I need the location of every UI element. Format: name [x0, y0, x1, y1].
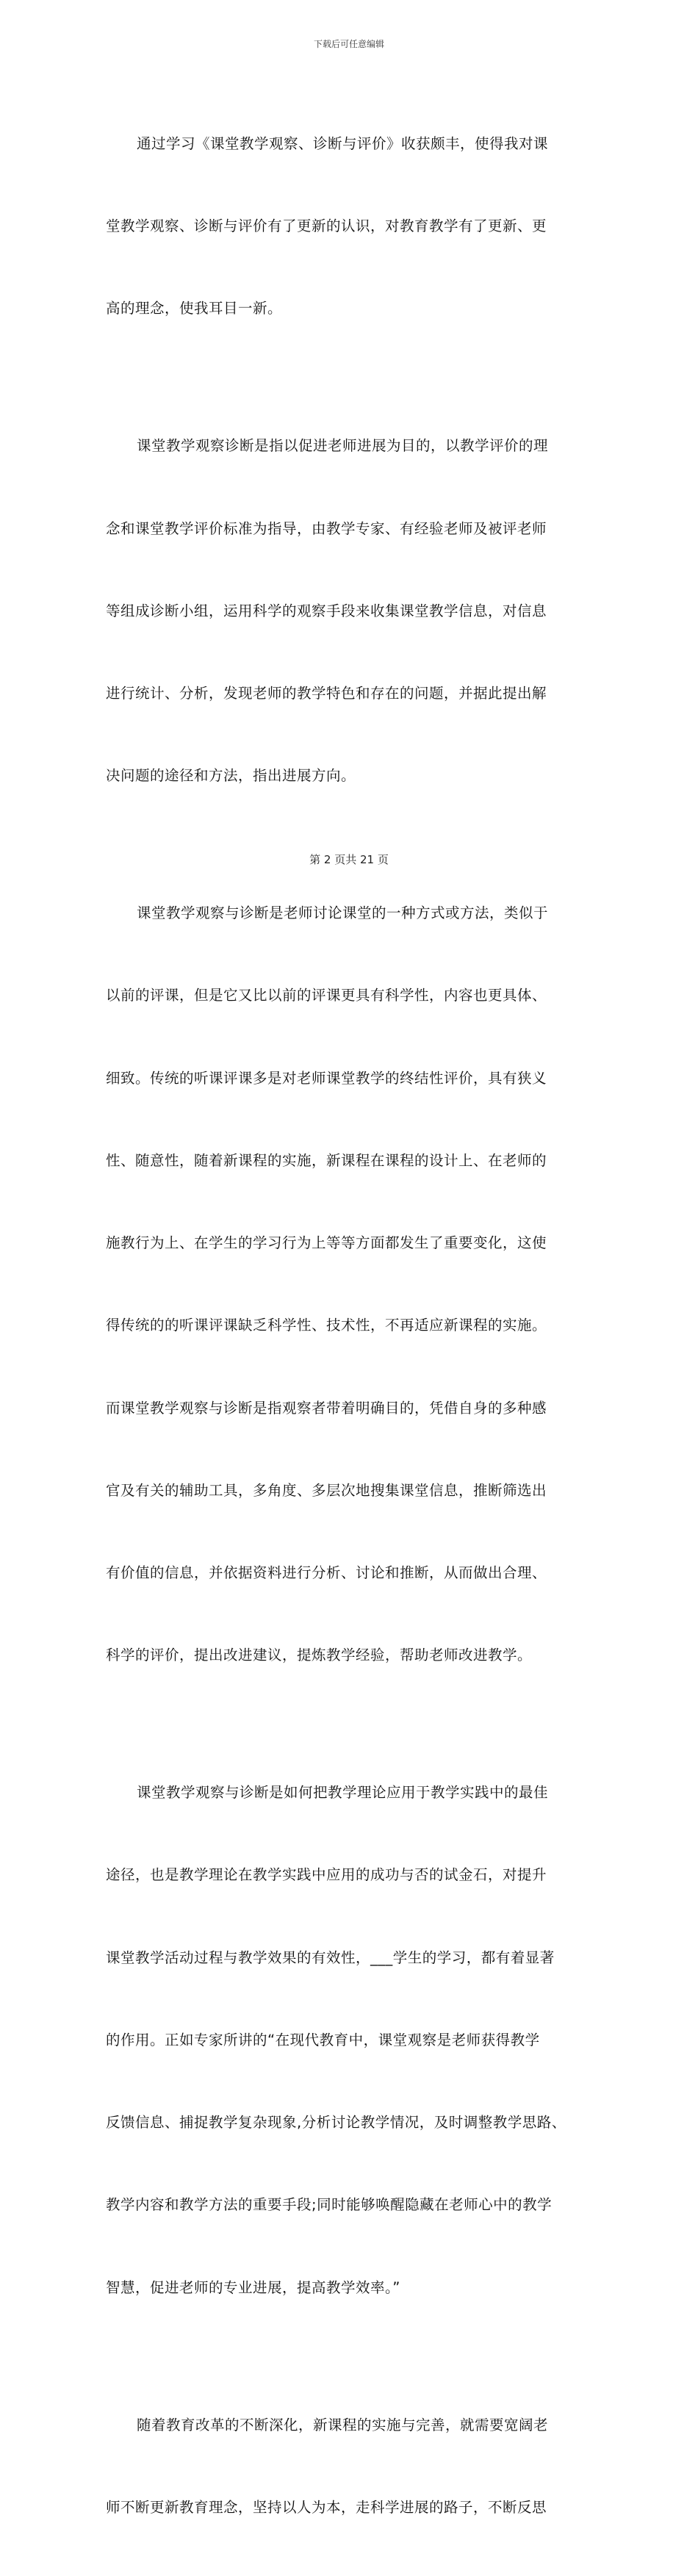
paragraph-4: [106, 1724, 598, 2356]
paragraph-line: 进行统计、分析，发现老师的教学特色和存在的问题，并据此提出解: [106, 684, 547, 702]
paragraph-line: 课堂教学观察诊断是指以促进老师进展为目的，以教学评价的理: [137, 437, 549, 455]
paragraph-line: 通过学习《课堂教学观察、诊断与评价》收获颇丰，使得我对课: [137, 134, 549, 152]
paragraph-line: 课堂教学观察与诊断是如何把教学理论应用于教学实践中的最佳: [137, 1784, 549, 1802]
paragraph-line: 官及有关的辅助工具，多角度、多层次地搜集课堂信息，推断筛选出: [106, 1481, 547, 1499]
paragraph-line: 高的理念，使我耳目一新。: [106, 300, 283, 317]
paragraph-line: 智慧，促进老师的专业进展，提高教学效率。”: [106, 2278, 400, 2296]
paragraph-line: 性、随意性，随着新课程的实施，新课程在课程的设计上、在老师的: [106, 1151, 547, 1169]
paragraph-line: 科学的评价，提出改进建议，提炼教学经验，帮助老师改进教学。: [106, 1647, 533, 1664]
paragraph-line: 施教行为上、在学生的学习行为上等等方面都发生了重要变化，这使: [106, 1234, 547, 1252]
page-header-note: 下载后可任意编辑: [313, 39, 384, 49]
paragraph-5: [106, 2356, 598, 2576]
paragraph-line: 等组成诊断小组，运用科学的观察手段来收集课堂教学信息，对信息: [106, 602, 547, 619]
paragraph-line: 而课堂教学观察与诊断是指观察者带着明确目的，凭借自身的多种感: [106, 1399, 547, 1417]
paragraph-line: 堂教学观察、诊断与评价有了更新的认识，对教育教学有了更新、更: [106, 217, 547, 235]
paragraph-line: 细致。传统的听课评课多是对老师课堂教学的终结性评价，具有狭义: [106, 1069, 547, 1087]
paragraph-line: 课堂教学活动过程与教学效果的有效性，___学生的学习，都有着显著: [106, 1949, 555, 1966]
paragraph-line: 决问题的途径和方法，指出进展方向。: [106, 767, 356, 785]
paragraph-2: [106, 377, 598, 844]
paragraph-line: 念和课堂教学评价标准为指导，由教学专家、有经验老师及被评老师: [106, 519, 547, 537]
paragraph-1: [106, 75, 598, 377]
paragraph-line: 有价值的信息，并依据资料进行分析、讨论和推断，从而做出合理、: [106, 1564, 547, 1581]
paragraph-line: 反馈信息、捕捉教学复杂现象,分析讨论教学情况，及时调整教学思路、: [106, 2114, 566, 2131]
paragraph-line: 得传统的的听课评课缺乏科学性、技术性，不再适应新课程的实施。: [106, 1317, 547, 1334]
paragraph-line: 以前的评课，但是它又比以前的评课更具有科学性，内容也更具体、: [106, 987, 547, 1004]
paragraph-line: 途径，也是教学理论在教学实践中应用的成功与否的试金石，对提升: [106, 1866, 547, 1884]
paragraph-line: 随着教育改革的不断深化，新课程的实施与完善，就需要宽阔老: [137, 2416, 549, 2433]
paragraph-line: 教学内容和教学方法的重要手段;同时能够唤醒隐藏在老师心中的教学: [106, 2196, 553, 2214]
paragraph-line: 的作用。正如专家所讲的“在现代教育中，课堂观察是老师获得教学: [106, 2031, 540, 2048]
paragraph-3: [106, 844, 598, 1724]
paragraph-line: 师不断更新教育理念，坚持以人为本，走科学进展的路子，不断反思: [106, 2498, 547, 2516]
paragraph-line: 课堂教学观察与诊断是老师讨论课堂的一种方式或方法，类似于: [137, 904, 549, 922]
page-number-footer: 第 2 页共 21 页: [309, 853, 389, 866]
document-body: [106, 75, 598, 2576]
